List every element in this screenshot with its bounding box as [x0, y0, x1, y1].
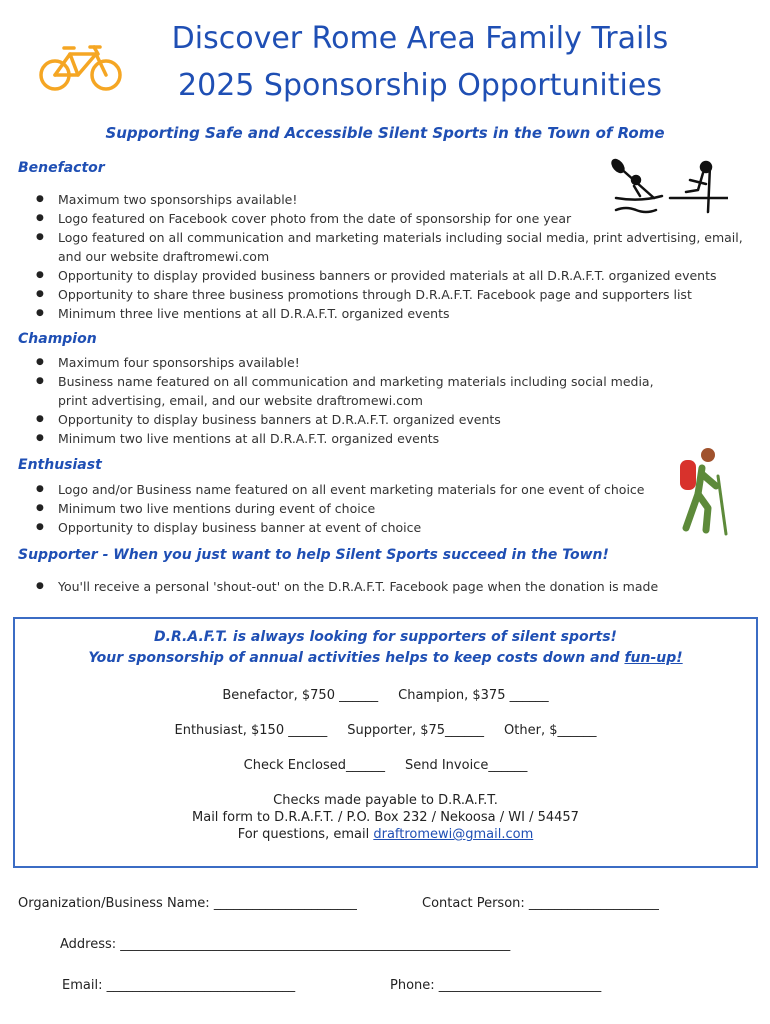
email-field[interactable]: Email: _____________________________	[62, 978, 296, 993]
supporter-option[interactable]: Supporter, $75______	[347, 723, 485, 738]
list-item: ● Opportunity to share three business promotions through D.R.A.F.T. Facebook page and supporters list	[36, 285, 756, 304]
sponsorship-form-box	[13, 617, 758, 868]
tier-option-row-2	[15, 723, 756, 738]
organization-name-field[interactable]: Organization/Business Name: ______________________	[18, 896, 357, 911]
list-item: ● Opportunity to display provided business banners or provided materials at all D.R.A.F.T. organized events	[36, 266, 756, 285]
list-item: ● Logo featured on Facebook cover photo from the date of sponsorship for one year	[36, 209, 756, 228]
mailing-address-text: Mail form to D.R.A.F.T. / P.O. Box 232 / Nekoosa / WI / 54457	[192, 810, 579, 825]
list-item: ● You'll receive a personal 'shout-out' on the D.R.A.F.T. Facebook page when the donation is made	[36, 577, 756, 596]
page-subtitle: Supporting Safe and Accessible Silent Sports in the Town of Rome	[105, 124, 665, 142]
phone-field[interactable]: Phone: _________________________	[390, 978, 602, 993]
other-option[interactable]: Other, $______	[504, 723, 597, 738]
list-item: ● Minimum two live mentions at all D.R.A.F.T. organized events	[36, 429, 686, 448]
list-item: ● Business name featured on all communication and marketing materials including social media, print advertising, email, and our website draftromewi.com	[36, 372, 686, 410]
tier-heading-supporter: Supporter - When you just want to help Silent Sports succeed in the Town!	[18, 547, 609, 563]
bicycle-icon	[38, 42, 124, 94]
list-item: ● Maximum two sponsorships available!	[36, 190, 756, 209]
tier-heading-champion: Champion	[18, 331, 97, 347]
checks-payable-text: Checks made payable to D.R.A.F.T.	[273, 793, 498, 808]
email-link[interactable]: draftromewi@gmail.com	[373, 827, 534, 842]
tier-list-benefactor	[36, 190, 756, 323]
fun-up-text: fun-up!	[624, 650, 683, 666]
list-item: ● Logo and/or Business name featured on all event marketing materials for one event of choice	[36, 480, 676, 499]
box-headline: D.R.A.F.T. is always looking for supporters of silent sports!	[154, 629, 617, 645]
payment-option-row	[15, 758, 756, 773]
tier-heading-enthusiast: Enthusiast	[18, 457, 102, 473]
tier-option-row-1	[15, 688, 756, 703]
enthusiast-option[interactable]: Enthusiast, $150 ______	[174, 723, 328, 738]
address-field[interactable]: Address: ____________________________________________________________	[60, 937, 511, 952]
list-item: ● Maximum four sponsorships available!	[36, 353, 686, 372]
list-item: ● Minimum three live mentions at all D.R.A.F.T. organized events	[36, 304, 756, 323]
list-item: ● Minimum two live mentions during event of choice	[36, 499, 676, 518]
tier-list-enthusiast	[36, 480, 676, 537]
champion-option[interactable]: Champion, $375 ______	[398, 688, 549, 703]
benefactor-option[interactable]: Benefactor, $750 ______	[222, 688, 379, 703]
list-item: ● Opportunity to display business banners at D.R.A.F.T. organized events	[36, 410, 686, 429]
page-title-line1: Discover Rome Area Family Trails	[171, 21, 669, 56]
tier-heading-benefactor: Benefactor	[18, 160, 105, 176]
tier-list-supporter	[36, 577, 756, 596]
tier-list-champion	[36, 353, 686, 448]
questions-text: For questions, email draftromewi@gmail.com	[237, 827, 534, 842]
check-enclosed-option[interactable]: Check Enclosed______	[243, 758, 385, 773]
box-tagline: Your sponsorship of annual activities helps to keep costs down and fun-up!	[88, 650, 683, 666]
hiker-icon	[668, 446, 732, 536]
list-item: ● Opportunity to display business banner at event of choice	[36, 518, 676, 537]
send-invoice-option[interactable]: Send Invoice______	[404, 758, 528, 773]
list-item: ● Logo featured on all communication and marketing materials including social media, print advertising, email, and our website draftromewi.com	[36, 228, 756, 266]
page-title-line2: 2025 Sponsorship Opportunities	[178, 68, 662, 103]
contact-person-field[interactable]: Contact Person: ____________________	[422, 896, 659, 911]
